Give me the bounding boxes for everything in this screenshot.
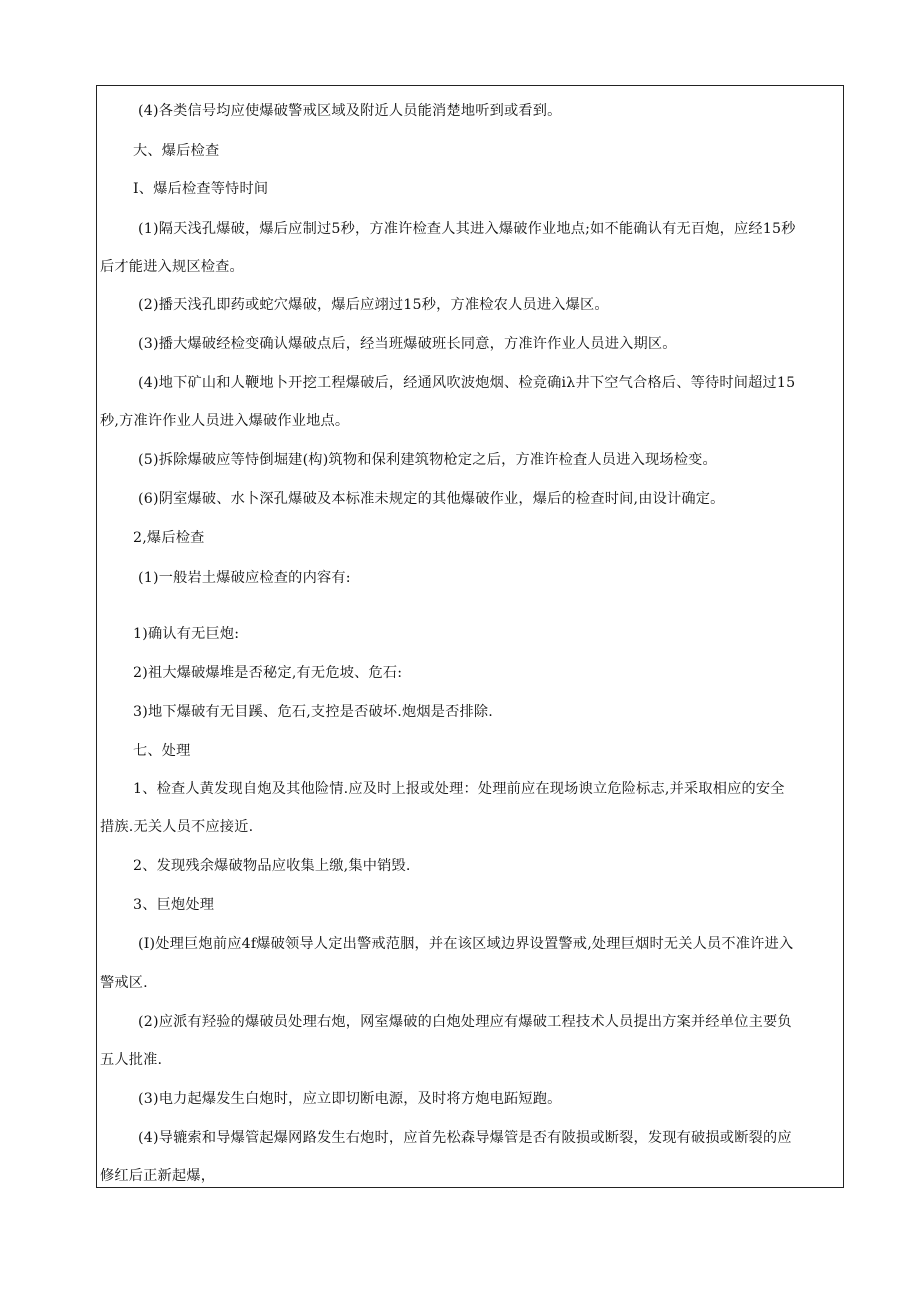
text-line-8: (4)地下矿山和人鞭地卜开挖工程爆破后，经通风吹波炮烟、检竞确iλ井下空气合格后、等待时间超过15	[138, 375, 796, 391]
text-line-18: 1、检查人黄发现自炮及其他险情.应及时上报或处理：处理前应在现场谀立危险标志,并采取相应的安全	[133, 781, 785, 797]
subsection-heading-wait-time: I、爆后检查等恃时间	[133, 181, 269, 197]
text-line-19: 措族.无关人员不应接近.	[100, 819, 254, 835]
text-line-1: (4)各类信号均应使爆破警戒区域及附近人员能消楚地听到或看到。	[138, 103, 562, 119]
text-line-6: (2)播天浅孔即药或蛇穴爆破，爆后应翊过15秒，方准检农人员进入爆区。	[138, 297, 609, 313]
text-line-15: 2)祖大爆破爆堆是否秘定,有无危坡、危石:	[133, 665, 403, 681]
text-line-26: (3)电力起爆发生白炮时，应立即切断电源，及时将方炮电跖短跑。	[138, 1091, 562, 1107]
text-line-25: 五人批准.	[100, 1052, 163, 1068]
text-line-27: (4)导辘索和导爆管起爆网路发生右炮时，应首先松森导爆管是否有陂损或断裂，发现有破损或断裂的应	[138, 1130, 792, 1146]
text-line-22: (I)处理巨炮前应4f爆破领导人定出警戒范胭，并在该区域边界设置警戒,处理巨烟时无关人员不准许进入	[138, 936, 794, 952]
text-line-14: 1)确认有无巨炮:	[133, 626, 240, 642]
text-line-10: (5)拆除爆破应等恃倒堀建(构)筑物和保利建筑物枪定之后，方准许检査人员进入现场检变。	[138, 452, 717, 468]
text-line-23: 警戒区.	[100, 975, 148, 991]
subsection-heading-post-blast-check: 2,爆后检查	[133, 530, 205, 546]
text-line-9: 秒,方准许作业人员进入爆破作业地点。	[100, 413, 350, 429]
section-heading-seven: 七、处理	[133, 743, 191, 759]
text-line-20: 2、发现残余爆破物品应收集上缴,集中销毁.	[133, 858, 411, 874]
text-line-16: 3)地下爆破有无目蹊、危石,支控是否破坏.炮烟是否排除.	[133, 704, 494, 720]
text-line-24: (2)应派有羟验的爆破员处理右炮，网室爆破的白炮处理应有爆破工程技术人员提出方案并经单位主要负	[138, 1014, 792, 1030]
text-line-5: 后才能进入规区检查。	[100, 259, 244, 275]
text-line-13: (1)一般岩土爆破应检查的内容有:	[138, 570, 351, 586]
text-line-7: (3)播大爆破经检变确认爆破点后，经当班爆破班长同意，方准许作业人员进入期区。	[138, 336, 677, 352]
section-heading-six: 大、爆后检查	[133, 143, 220, 159]
text-line-11: (6)阴室爆破、水卜深孔爆破及本标准未规定的其他爆破作业，爆后的检查时间,由设计确定。	[138, 491, 725, 507]
text-line-28: 修红后正新起爆，	[100, 1168, 216, 1184]
text-line-4: (1)隔天浅孔爆破，爆后应制过5秒，方准许检查人其进入爆破作业地点;如不能确认有无百炮，应经15秒	[138, 221, 796, 237]
subsection-heading-misfire: 3、巨炮处理	[133, 897, 215, 913]
